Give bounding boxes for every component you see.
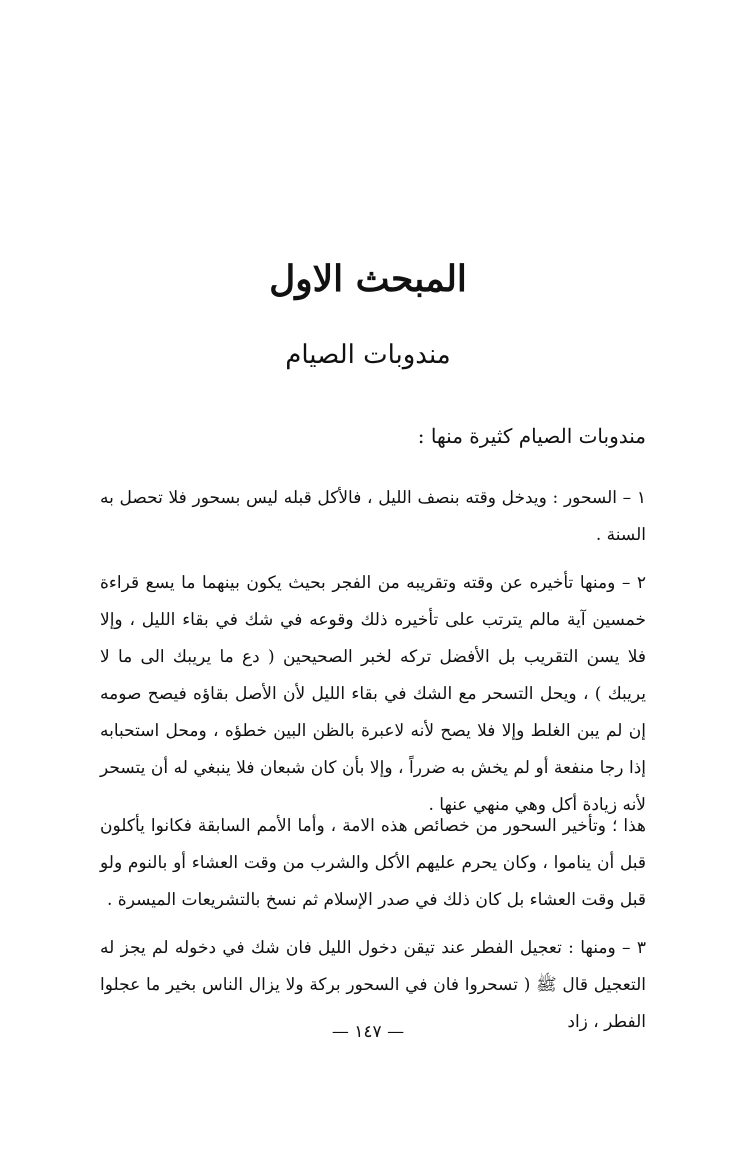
paragraph-1: ١ – السحور : ويدخل وقته بنصف الليل ، فالأكل قبله ليس بسحور فلا تحصل به السنة . xyxy=(100,488,646,545)
page-number: — ١٤٧ — xyxy=(331,1022,405,1042)
paragraph-3: هذا ؛ وتأخير السحور من خصائص هذه الامة ، وأما الأمم السابقة فكانوا يأكلون قبل أن يناموا ، وكان يحرم عليهم الأكل والشرب من وقت العشاء أو بالنوم ولو قبل وقت العشاء بل كان ذلك في صدر الإسلام ثم نسخ بالتشريعات الميسرة . xyxy=(100,816,646,910)
section-title: مندوبات الصيام xyxy=(285,340,451,370)
intro-line: مندوبات الصيام كثيرة منها : xyxy=(417,424,646,448)
paragraph-2: ٢ – ومنها تأخيره عن وقته وتقريبه من الفجر بحيث يكون بينهما ما يسع قراءة خمسين آية مالم يترتب على تأخيره ذلك وقوعه في شك في بقاء الليل ، وإلا فلا يسن التقريب بل الأفضل تركه لخبر الصحيحين ( دع ما يريبك الى ما لا يريبك ) ، ويحل التسحر مع الشك في بقاء الليل لأن الأصل بقاؤه فيصح صومه إن لم يبن الغلط وإلا فلا يصح لأنه لاعبرة بالظن البين خطؤه ، ومحل استحبابه إذا رجا منفعة أو لم يخش به ضرراً ، وإلا بأن كان شبعان فلا ينبغي له أن يتسحر لأنه زيادة أكل وهي منهي عنها . xyxy=(100,573,646,815)
paragraph-4: ٣ – ومنها : تعجيل الفطر عند تيقن دخول الليل فان شك في دخوله لم يجز له التعجيل قال ﷺ ( تسحروا فان في السحور بركة ولا يزال الناس بخير ما عجلوا الفطر ، زاد xyxy=(100,938,646,1032)
chapter-title: المبحث الاول xyxy=(269,258,467,300)
